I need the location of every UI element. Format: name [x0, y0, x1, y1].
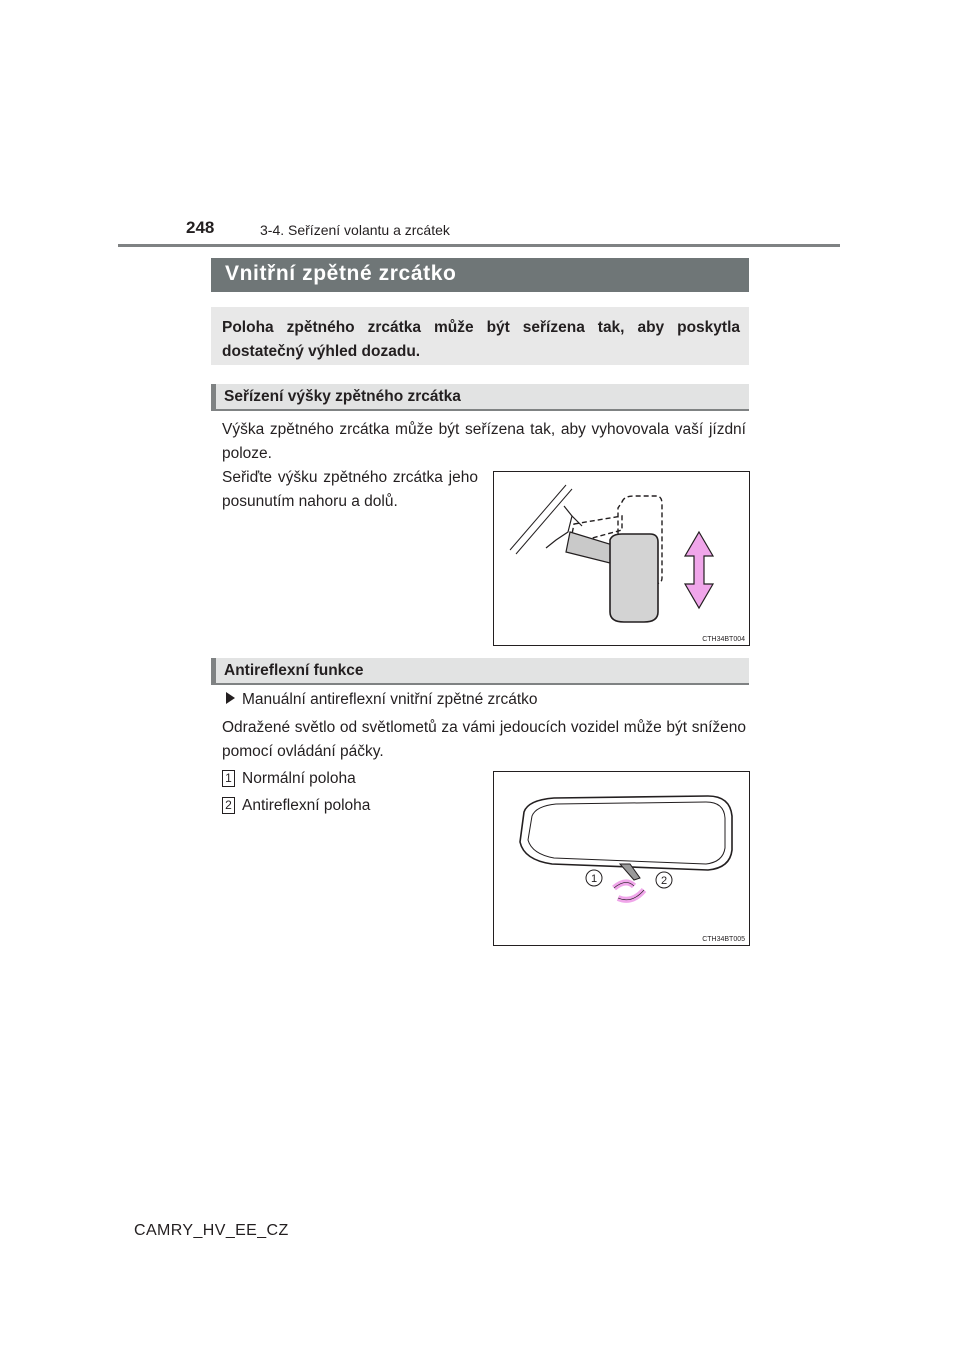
intro-box [211, 307, 749, 365]
mirror-height-illustration [494, 472, 749, 645]
page-title: Vnitřní zpětné zrcátko [225, 262, 457, 285]
figure-mirror-lever [493, 771, 750, 946]
number-badge: 1 [222, 770, 235, 787]
figure-mirror-height [493, 471, 750, 646]
subheading-label: Seřízení výšky zpětného zrcátka [224, 388, 461, 405]
page-number: 248 [186, 218, 215, 237]
list-item-label: Normální poloha [242, 770, 356, 787]
header-divider [118, 244, 840, 247]
height-adjust-instruction: Seřiďte výšku zpětného zrcátka jeho posunutím nahoru a dolů. [222, 469, 478, 510]
number-badge: 2 [222, 797, 235, 814]
callout-1: 1 [590, 873, 598, 885]
list-item [222, 794, 482, 816]
subheading-height-adjust [211, 384, 749, 411]
mirror-lever-illustration [494, 772, 749, 945]
list-item-label: Antireflexní poloha [242, 797, 371, 814]
antireflex-paragraph: Odražené světlo od světlometů za vámi jedoucích vozidel může být sníženo pomocí ovládání páčky. [222, 719, 746, 760]
height-adjust-paragraph: Výška zpětného zrcátka může být seřízena tak, aby vyhovovala vaší jízdní poloze. [222, 421, 746, 462]
intro-text: Poloha zpětného zrcátka může být seřízena tak, aby poskytla dostatečný výhled dozadu. [222, 319, 740, 360]
section-title-bar [211, 258, 749, 292]
subheading-antireflex [211, 658, 749, 685]
subheading-label: Antireflexní funkce [224, 662, 364, 679]
breadcrumb: 3-4. Seřízení volantu a zrcátek [260, 222, 450, 238]
figure-code: CTH34BT004 [702, 636, 745, 643]
bullet-text: Manuální antireflexní vnitřní zpětné zrcátko [242, 691, 538, 708]
footer-model-code: CAMRY_HV_EE_CZ [134, 1222, 289, 1239]
figure-code: CTH34BT005 [702, 936, 745, 943]
callout-2: 2 [660, 875, 668, 887]
bullet-triangle-icon [226, 691, 235, 709]
list-item [222, 767, 482, 789]
